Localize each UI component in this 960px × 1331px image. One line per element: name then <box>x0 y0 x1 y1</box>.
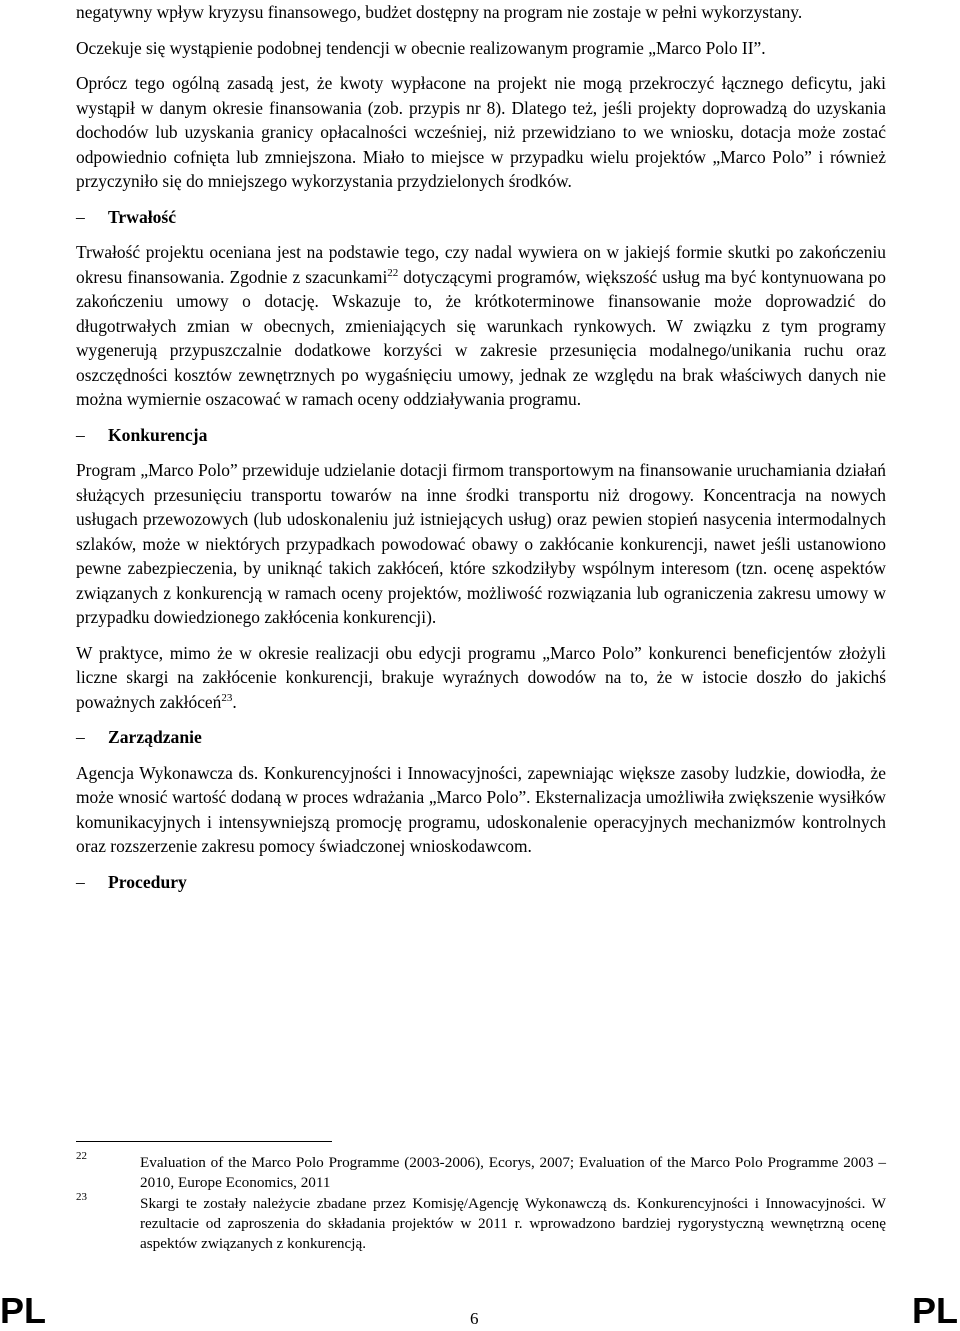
heading-procedury <box>76 870 886 895</box>
footnote-text: Skargi te zostały należycie zbadane przez Komisję/Agencję Wykonawczą ds. Konkurencyjności i Innowacyjności. W rezultacie od zaproszenia do składania projektów w 2011 r. wprowadzono bardziej rygorystyczną wewnętrzną ocenę aspektów związanych z konkurencją. <box>140 1195 886 1252</box>
paragraph-zarzadzanie: Agencja Wykonawcza ds. Konkurencyjności i Innowacyjności, zapewniając większe zasoby ludzkie, dowiodła, że może wnosić wartość dodaną w proces wdrażania „Marco Polo”. Eksternalizacja umożliwiła zwiększenie wysiłków komunikacyjnych i intensywniejszą promocję programu, udoskonalenie operacyjnych mechanizmów kontrolnych oraz rozszerzenie zakresu pomocy świadczonej wnioskodawcom. <box>76 762 886 856</box>
footnote-number: 22 <box>76 1150 87 1162</box>
language-code-right: PL <box>911 1290 958 1331</box>
paragraph-trwalosc-part1: Trwałość projektu oceniana jest na podstawie tego, czy nadal wywiera on w jakiejś formie skutki po zakończeniu okresu finansowania. Zgodnie z szacunkami <box>76 242 886 287</box>
heading-procedury-label: Procedury <box>108 871 187 892</box>
footnote-22 <box>76 1150 886 1193</box>
footnote-23 <box>76 1191 886 1254</box>
language-code-left: PL <box>0 1290 47 1331</box>
paragraph-intro: negatywny wpływ kryzysu finansowego, budżet dostępny na program nie zostaje w pełni wykorzystany. <box>76 2 803 22</box>
heading-zarzadzanie-label: Zarządzanie <box>108 727 202 747</box>
paragraph-skargi-part2: . <box>232 691 237 712</box>
paragraph-deficit-rule: Oprócz tego ogólną zasadą jest, że kwoty wypłacone na projekt nie mogą przekroczyć łącznego deficytu, jaki wystąpił w danym okresie finansowania (zob. przypis nr 8). Dlatego też, jeśli projekty doprowadzą do uzyskania dochodów lub uzyskania granicy opłacalności wcześniej, niż przewidziano to we wniosku, dotacja może zostać odpowiednio cofnięta lub zmniejszona. Miało to miejsce w przypadku wielu projektów „Marco Polo” i również przyczyniło się do mniejszego wykorzystania przydzielonych środków. <box>76 73 886 191</box>
paragraph-marco-polo-ii: Oczekuje się wystąpienie podobnej tendencji w obecnie realizowanym programie „Marco Polo II”. <box>76 37 766 58</box>
dash-bullet: – <box>76 727 85 747</box>
dash-bullet: – <box>76 424 85 445</box>
document-body <box>76 0 886 905</box>
paragraph-trwalosc-part2: dotyczącymi programów, większość usług ma być kontynuowana po zakończeniu umowy o dotację. Wskazuje to, że krótkoterminowe finansowanie może doprowadzić do długotrwałych zmian w obecnych, zmieniających się warunkach rynkowych. W związku z tym programy wygenerują przypuszczalnie dodatkowe korzyści w zakresie przesunięcia modalnego/unikania ruchu oraz oszczędności kosztów zewnętrznych po wygaśnięciu umowy, jednak ze względu na brak właściwych danych nie można wymiernie oszacować w ramach oceny oddziaływania programu. <box>76 266 886 409</box>
page-number: 6 <box>470 1309 479 1328</box>
footnote-ref-22[interactable]: 22 <box>387 266 399 279</box>
paragraph-konkurencja: Program „Marco Polo” przewiduje udzielanie dotacji firmom transportowym na finansowanie uruchamiania działań służących przesunięciu transportu towarów na inne środki transportu niż drogowy. Koncentracja na nowych usługach przewozowych (lub udoskonaleniu już istniejących usług) oraz pewien stopień nasycenia intermodalnych szlaków, może w niektórych przypadkach powodować obawy o zakłócanie konkurencji, nawet jeśli ustanowiono pewne zabezpieczenia, by uniknąć takich zakłóceń, które szkodziłyby wspólnym interesom (tzn. ocenę aspektów związanych z konkurencją w ramach oceny projektów, możliwość rozwiązania lub ograniczenia zakresu umowy w przypadku dowiedzionego zakłócenia konkurencji). <box>76 460 886 627</box>
dash-bullet: – <box>76 206 85 227</box>
page-footer <box>0 1291 960 1330</box>
dash-bullet: – <box>76 871 85 892</box>
footnote-text: Evaluation of the Marco Polo Programme (2003-2006), Ecorys, 2007; Evaluation of the Marco Polo Programme 2003 – 2010, Europe Economics, 2011 <box>140 1154 886 1191</box>
heading-konkurencja-label: Konkurencja <box>108 424 208 445</box>
heading-konkurencja <box>76 423 886 448</box>
footnote-number: 23 <box>76 1191 87 1203</box>
heading-trwalosc-label: Trwałość <box>108 206 177 227</box>
footnote-ref-23[interactable]: 23 <box>221 691 233 704</box>
footnotes <box>76 1150 886 1255</box>
paragraph-skargi-part1: W praktyce, mimo że w okresie realizacji obu edycji programu „Marco Polo” konkurenci beneficjentów złożyli liczne skargi na zakłócenie konkurencji, brakuje wyraźnych dowodów na to, że w istocie doszło do jakichś poważnych zakłóceń <box>76 642 886 712</box>
paragraph-trwalosc <box>76 240 886 412</box>
heading-trwalosc <box>76 205 886 230</box>
heading-zarzadzanie <box>76 725 886 750</box>
paragraph-skargi <box>76 641 886 715</box>
footnote-separator <box>76 1141 332 1142</box>
